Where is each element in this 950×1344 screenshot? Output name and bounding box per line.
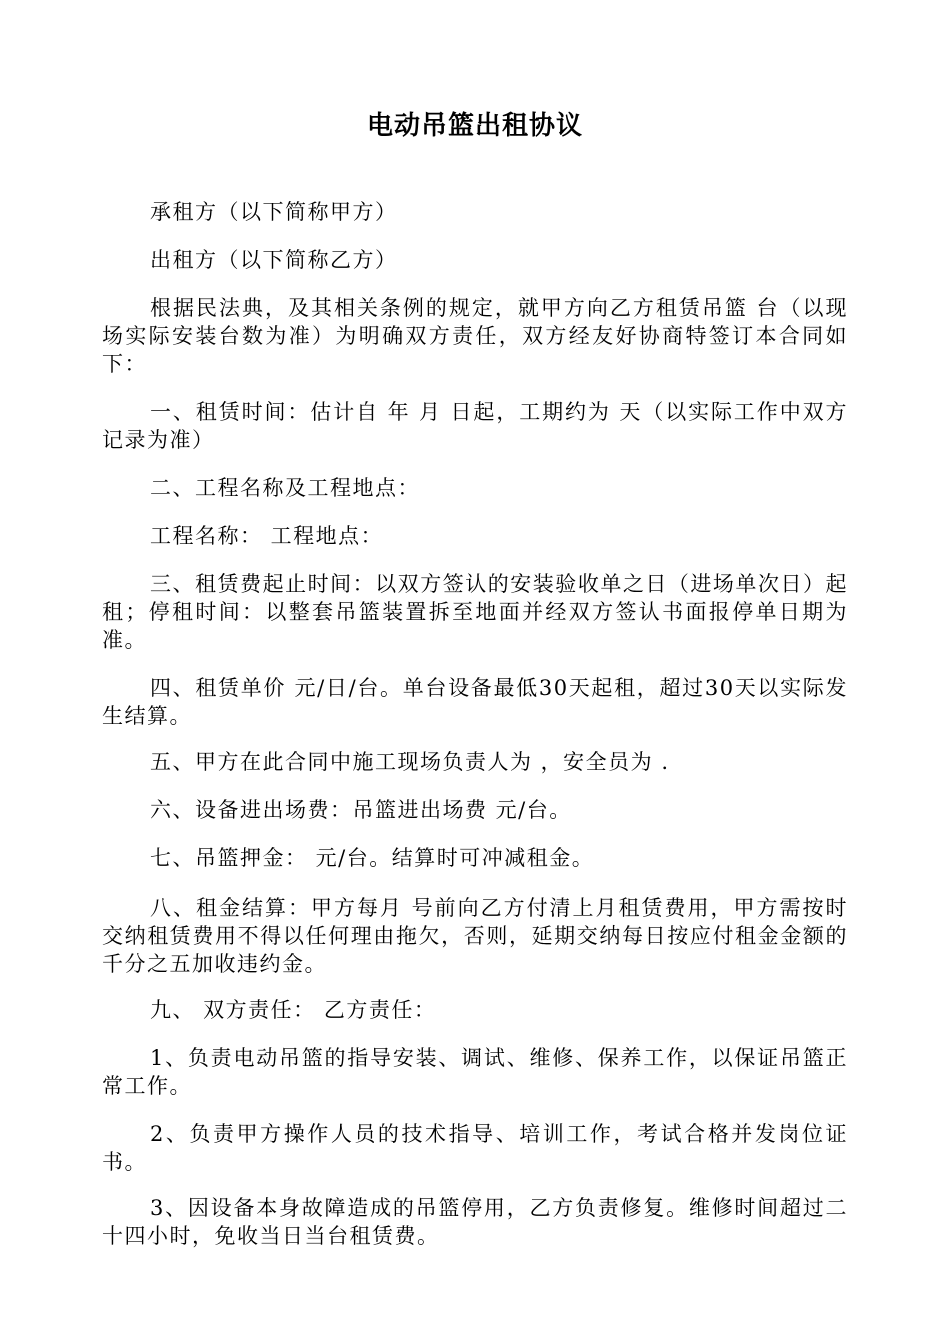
paragraph-duty-1: 1、负责电动吊篮的指导安装、调试、维修、保养工作，以保证吊篮正常工作。 xyxy=(102,1046,848,1098)
paragraph-duty-2: 2、负责甲方操作人员的技术指导、培训工作，考试合格并发岗位证书。 xyxy=(102,1122,848,1174)
paragraph-preamble: 根据民法典，及其相关条例的规定，就甲方向乙方租赁吊篮 台（以现场实际安装台数为准）为明确双方责任，双方经友好协商特签订本合同如下： xyxy=(102,296,848,376)
paragraph-project-info: 工程名称： 工程地点： xyxy=(150,524,384,548)
paragraph-clause-7: 七、吊篮押金： 元/台。结算时可冲减租金。 xyxy=(150,846,595,870)
paragraph-clause-9: 九、 双方责任： 乙方责任： xyxy=(150,998,437,1022)
paragraph-clause-8: 八、租金结算：甲方每月 号前向乙方付清上月租赁费用，甲方需按时交纳租赁费用不得以任何理由拖欠，否则，延期交纳每日按应付租金金额的千分之五加收违约金。 xyxy=(102,896,848,976)
paragraph-duty-3: 3、因设备本身故障造成的吊篮停用，乙方负责修复。维修时间超过二十四小时，免收当日当台租赁费。 xyxy=(102,1196,848,1248)
paragraph-clause-2: 二、工程名称及工程地点： xyxy=(150,476,420,500)
paragraph-clause-3: 三、租赁费起止时间：以双方签认的安装验收单之日（进场单次日）起租；停租时间：以整套吊篮装置拆至地面并经双方签认书面报停单日期为准。 xyxy=(102,572,848,652)
paragraph-clause-1: 一、租赁时间：估计自 年 月 日起，工期约为 天（以实际工作中双方记录为准） xyxy=(102,400,848,452)
paragraph-clause-4: 四、租赁单价 元/日/台。单台设备最低30天起租，超过30天以实际发生结算。 xyxy=(102,676,848,728)
paragraph-clause-5: 五、甲方在此合同中施工现场负责人为 ，安全员为 . xyxy=(150,750,670,774)
paragraph-lessee: 承租方（以下简称甲方） xyxy=(150,200,398,224)
document-title: 电动吊篮出租协议 xyxy=(366,111,583,141)
paragraph-lessor: 出租方（以下简称乙方） xyxy=(150,248,398,272)
paragraph-clause-6: 六、设备进出场费：吊篮进出场费 元/台。 xyxy=(150,798,572,822)
